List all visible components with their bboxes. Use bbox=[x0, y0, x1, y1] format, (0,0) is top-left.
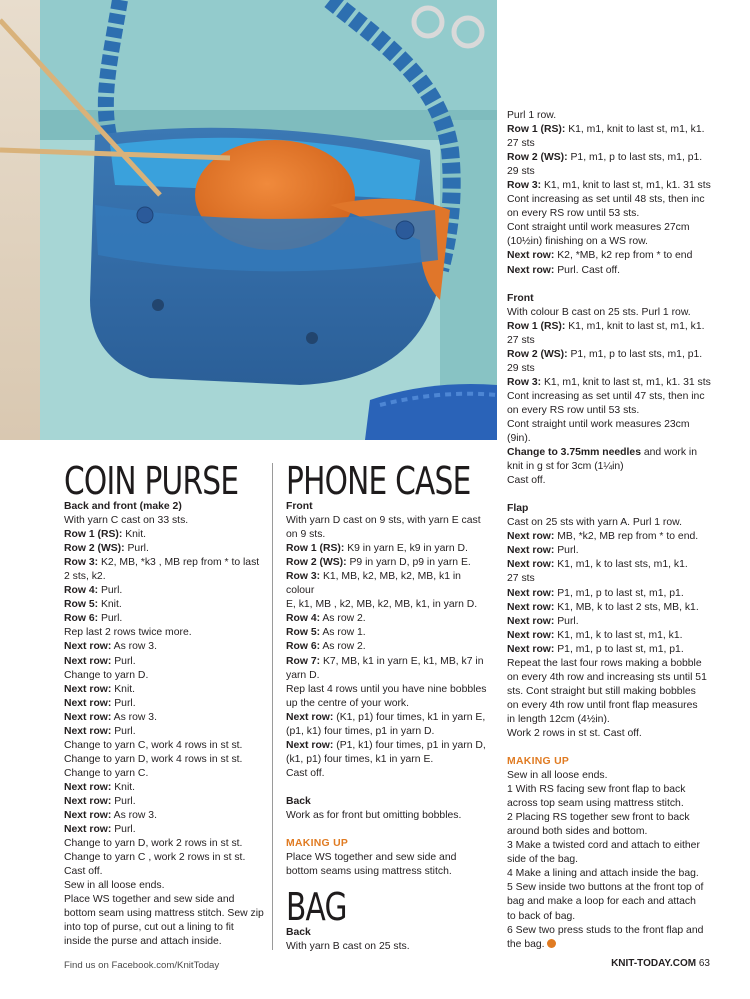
phone-case-making-up-line: Place WS together and sew side and bbox=[286, 852, 457, 864]
phone-case-line bbox=[286, 626, 491, 640]
bag-front-line-text: knit in g st for 3cm (1¼in) bbox=[507, 461, 624, 473]
coin-purse-line bbox=[64, 795, 269, 809]
bag-back-line bbox=[507, 249, 722, 263]
coin-purse-line-label: Next row: bbox=[64, 683, 112, 695]
coin-purse-line bbox=[64, 711, 269, 725]
bag-back-line-text: 29 sts bbox=[507, 166, 535, 178]
bag-making-up-line: 1 With RS facing sew front flap to back bbox=[507, 784, 686, 796]
bag-instructions-column bbox=[507, 109, 722, 952]
phone-case-line-text: on 9 sts. bbox=[286, 529, 326, 541]
coin-purse-line bbox=[64, 626, 269, 640]
bag-flap-line-text: in length 12cm (4½in). bbox=[507, 713, 610, 725]
bag-front-line bbox=[507, 446, 722, 460]
coin-purse-line bbox=[64, 570, 269, 584]
bag-making-up-line: bag and make a loop for each and attach bbox=[507, 896, 696, 908]
bag-title: BAG bbox=[286, 885, 347, 930]
bag-flap-line-text: sts. Cont straight but still making bobbles bbox=[507, 685, 696, 697]
bag-back-line bbox=[507, 221, 722, 235]
bag-front-line bbox=[507, 432, 722, 446]
footer-site-and-page bbox=[611, 958, 710, 969]
phone-case-line bbox=[286, 767, 491, 781]
coin-purse-line bbox=[64, 514, 269, 528]
bag-front-line bbox=[507, 306, 722, 320]
bag-flap-line bbox=[507, 601, 722, 615]
coin-purse-line-label: Row 1 (RS): bbox=[64, 529, 123, 541]
phone-case-line-text: K1, MB, k2, MB, k2, MB, k1 in colour bbox=[286, 571, 461, 597]
phone-case-line-label: Row 5: bbox=[286, 627, 321, 639]
coin-purse-line bbox=[64, 935, 269, 949]
column-divider bbox=[272, 463, 273, 950]
coin-purse-line bbox=[64, 739, 269, 753]
coin-purse-line-text: Purl. bbox=[111, 697, 136, 709]
coin-purse-line-label: Next row: bbox=[64, 824, 112, 836]
coin-purse-title: COIN PURSE bbox=[64, 459, 239, 503]
bag-back-line bbox=[507, 264, 722, 278]
bag-front-line bbox=[507, 474, 722, 488]
coin-purse-line-text: Purl. bbox=[111, 655, 136, 667]
bag-making-up-line: 6 Sew two press studs to the front flap and bbox=[507, 924, 704, 936]
phone-case-instructions bbox=[286, 514, 491, 781]
coin-purse-line-label: Next row: bbox=[64, 711, 112, 723]
coin-purse-line bbox=[64, 837, 269, 851]
coin-purse-instructions bbox=[64, 514, 269, 949]
phone-case-line-text: As row 1. bbox=[320, 627, 366, 639]
coin-purse-line-label: Row 2 (WS): bbox=[64, 543, 125, 555]
bag-flap-heading: Flap bbox=[507, 503, 529, 515]
bag-front-line-text: and work in bbox=[640, 447, 697, 459]
bag-making-up-line: around both sides and bottom. bbox=[507, 826, 648, 838]
bag-back-line-text: (10½in) finishing on a WS row. bbox=[507, 236, 648, 248]
bag-back-line bbox=[507, 123, 722, 137]
coin-purse-line-label: Next row: bbox=[64, 781, 112, 793]
coin-purse-line bbox=[64, 753, 269, 767]
coin-purse-line bbox=[64, 725, 269, 739]
bag-flap-line bbox=[507, 558, 722, 572]
coin-purse-line-text: Purl. bbox=[111, 824, 136, 836]
coin-purse-line bbox=[64, 528, 269, 542]
coin-purse-line-label: Row 3: bbox=[64, 557, 99, 569]
coin-purse-line-text: As row 3. bbox=[111, 711, 157, 723]
bag-back-line-label: Row 2 (WS): bbox=[507, 152, 568, 164]
coin-purse-line-text: As row 3. bbox=[111, 810, 157, 822]
phone-case-line bbox=[286, 669, 491, 683]
phone-case-line-text: (K1, p1) four times, k1 in yarn E, bbox=[333, 711, 486, 723]
bag-flap-line bbox=[507, 671, 722, 685]
bag-back-line-label: Next row: bbox=[507, 264, 555, 276]
bag-back-line-text: K2, *MB, k2 rep from * to end bbox=[554, 250, 693, 262]
phone-case-line bbox=[286, 612, 491, 626]
coin-purse-line-label: Next row: bbox=[64, 795, 112, 807]
bag-first-line: With yarn B cast on 25 sts. bbox=[286, 941, 410, 953]
phone-case-line bbox=[286, 739, 491, 753]
bag-flap-line bbox=[507, 629, 722, 643]
bag-flap-line bbox=[507, 544, 722, 558]
phone-case-line-text: yarn D. bbox=[286, 669, 320, 681]
coin-purse-line-text: Purl. bbox=[98, 585, 123, 597]
coin-purse-line bbox=[64, 781, 269, 795]
bag-making-up-line: side of the bag. bbox=[507, 854, 579, 866]
phone-case-title: PHONE CASE bbox=[286, 459, 471, 503]
phone-case-back-text: Work as for front but omitting bobbles. bbox=[286, 809, 462, 821]
bag-flap-line bbox=[507, 713, 722, 727]
bag-back-line-text: K1, m1, knit to last st, m1, k1. 31 sts bbox=[541, 180, 711, 192]
bag-flap-line-text: Cast on 25 sts with yarn A. Purl 1 row. bbox=[507, 517, 682, 529]
coin-purse-line-label: Next row: bbox=[64, 725, 112, 737]
coin-purse-line-text: Knit. bbox=[111, 781, 136, 793]
coin-purse-line bbox=[64, 683, 269, 697]
phone-case-line bbox=[286, 570, 491, 598]
bag-making-up-instructions bbox=[507, 769, 722, 952]
bag-front-line bbox=[507, 334, 722, 348]
phone-case-line-text: (p1, k1) four times, p1 in yarn D. bbox=[286, 725, 435, 737]
coin-purse-line-label: Next row: bbox=[64, 810, 112, 822]
bag-front-line-text: on every RS row until 53 sts. bbox=[507, 404, 640, 416]
phone-case-line bbox=[286, 640, 491, 654]
bag-flap-line-label: Next row: bbox=[507, 601, 555, 613]
coin-purse-line bbox=[64, 640, 269, 654]
phone-case-line-label: Row 1 (RS): bbox=[286, 543, 345, 555]
bag-flap-line bbox=[507, 685, 722, 699]
coin-purse-line-text: Purl. bbox=[124, 543, 149, 555]
bag-front-instructions bbox=[507, 306, 722, 489]
bag-back-line bbox=[507, 179, 722, 193]
phone-case-line bbox=[286, 598, 491, 612]
bag-flap-instructions bbox=[507, 516, 722, 741]
bag-flap-line bbox=[507, 530, 722, 544]
coin-purse-line bbox=[64, 865, 269, 879]
bag-front-line-text: Cont straight until work measures 23cm bbox=[507, 418, 690, 430]
bag-flap-line bbox=[507, 699, 722, 713]
phone-case-line bbox=[286, 514, 491, 528]
bag-flap-line bbox=[507, 516, 722, 530]
coin-purse-line bbox=[64, 612, 269, 626]
bag-front-line-label: Row 2 (WS): bbox=[507, 348, 568, 360]
phone-case-back-heading: Back bbox=[286, 795, 311, 807]
coin-purse-line-text: With yarn C cast on 33 sts. bbox=[64, 515, 189, 527]
bag-front-line-text: With colour B cast on 25 sts. Purl 1 row. bbox=[507, 306, 691, 318]
coin-purse-line bbox=[64, 907, 269, 921]
phone-case-line-label: Row 2 (WS): bbox=[286, 557, 347, 569]
bag-flap-line bbox=[507, 727, 722, 741]
bag-back-line-text: 27 sts bbox=[507, 138, 535, 150]
bag-back-line bbox=[507, 165, 722, 179]
coin-purse-line-text: Change to yarn C. bbox=[64, 767, 149, 779]
coin-purse-line bbox=[64, 823, 269, 837]
coin-purse-subheading: Back and front (make 2) bbox=[64, 501, 182, 512]
phone-case-line-text: As row 2. bbox=[320, 613, 366, 625]
bag-making-up-line: 5 Sew inside two buttons at the front top of bbox=[507, 882, 704, 894]
bag-flap-line-label: Next row: bbox=[507, 615, 555, 627]
bag-front-line bbox=[507, 320, 722, 334]
phone-case-line-text: K7, MB, k1 in yarn E, k1, MB, k7 in bbox=[320, 655, 484, 667]
bag-flap-line bbox=[507, 615, 722, 629]
coin-purse-line-text: Change to yarn D. bbox=[64, 669, 149, 681]
bag-flap-line-text: Purl. bbox=[554, 545, 579, 557]
bag-front-line-text: P1, m1, p to last sts, m1, p1. bbox=[567, 348, 703, 360]
bag-flap-line-label: Next row: bbox=[507, 545, 555, 557]
bag-flap-line-label: Next row: bbox=[507, 559, 555, 571]
phone-case-line bbox=[286, 725, 491, 739]
coin-purse-line-text: Purl. bbox=[98, 613, 123, 625]
bag-back-line-text: Cont increasing as set until 48 sts, then inc bbox=[507, 194, 705, 206]
bag-back-line-label: Row 3: bbox=[507, 180, 542, 192]
bag-front-line bbox=[507, 418, 722, 432]
bag-front-line bbox=[507, 390, 722, 404]
bag-flap-line-text: 27 sts bbox=[507, 573, 535, 585]
bag-back-line-label: Row 1 (RS): bbox=[507, 124, 566, 136]
knitted-bag-photo-icon bbox=[0, 0, 497, 440]
coin-purse-line bbox=[64, 542, 269, 556]
coin-purse-line-text: Change to yarn D, work 4 rows in st st. bbox=[64, 753, 243, 765]
coin-purse-line-text: bottom seam using mattress stitch. Sew zip bbox=[64, 908, 264, 920]
bag-back-line-label: Next row: bbox=[507, 250, 555, 262]
coin-purse-line bbox=[64, 921, 269, 935]
bag-flap-line-text: Work 2 rows in st st. Cast off. bbox=[507, 727, 642, 739]
bag-front-line-text: Cast off. bbox=[507, 475, 546, 487]
coin-purse-line-label: Next row: bbox=[64, 641, 112, 653]
bag-flap-line-text: K1, m1, k to last sts, m1, k1. bbox=[554, 559, 688, 571]
bag-flap-line-text: K1, MB, k to last 2 sts, MB, k1. bbox=[554, 601, 699, 613]
coin-purse-line-text: Cast off. bbox=[64, 866, 103, 878]
phone-case-line bbox=[286, 683, 491, 697]
bag-flap-line-label: Next row: bbox=[507, 629, 555, 641]
bag-flap-line-text: Repeat the last four rows making a bobble bbox=[507, 657, 702, 669]
bag-making-up-line: to back of bag. bbox=[507, 910, 576, 922]
bag-flap-line-text: Purl. bbox=[554, 615, 579, 627]
bag-front-line-text: K1, m1, knit to last st, m1, k1. 31 sts bbox=[541, 376, 711, 388]
coin-purse-line-text: Place WS together and sew side and bbox=[64, 894, 235, 906]
coin-purse-line bbox=[64, 584, 269, 598]
bag-flap-line-text: on every 4th row and increasing sts until 51 bbox=[507, 671, 707, 683]
coin-purse-line bbox=[64, 655, 269, 669]
bag-front-line bbox=[507, 348, 722, 362]
bag-front-line-label: Change to 3.75mm needles bbox=[507, 447, 641, 459]
bag-flap-line bbox=[507, 657, 722, 671]
bag-back-instructions bbox=[507, 109, 722, 278]
bag-subheading: Back bbox=[286, 927, 311, 939]
phone-case-line-text: As row 2. bbox=[320, 641, 366, 653]
coin-purse-line-text: Rep last 2 rows twice more. bbox=[64, 627, 192, 639]
bag-back-line bbox=[507, 137, 722, 151]
phone-case-line-text: With yarn D cast on 9 sts, with yarn E cast bbox=[286, 515, 481, 527]
bag-front-line-text: K1, m1, knit to last st, m1, k1. bbox=[565, 320, 705, 332]
bag-back-line-text: Purl 1 row. bbox=[507, 110, 557, 121]
bag-front-line bbox=[507, 460, 722, 474]
phone-case-line-text: (P1, k1) four times, p1 in yarn D, bbox=[333, 739, 486, 751]
phone-case-making-up-heading: MAKING UP bbox=[286, 838, 349, 850]
coin-purse-line-text: Change to yarn C, work 4 rows in st st. bbox=[64, 739, 243, 751]
coin-purse-line-text: 2 sts, k2. bbox=[64, 571, 106, 583]
coin-purse-line-label: Next row: bbox=[64, 655, 112, 667]
phone-case-line-label: Next row: bbox=[286, 711, 334, 723]
coin-purse-line-text: Purl. bbox=[111, 725, 136, 737]
phone-case-line bbox=[286, 711, 491, 725]
bag-flap-line-text: P1, m1, p to last st, m1, p1. bbox=[554, 643, 684, 655]
bag-back-line bbox=[507, 207, 722, 221]
phone-case-line bbox=[286, 542, 491, 556]
phone-case-line-text: E, k1, MB , k2, MB, k2, MB, k1, in yarn D. bbox=[286, 599, 478, 611]
bag-flap-line bbox=[507, 587, 722, 601]
coin-purse-line bbox=[64, 767, 269, 781]
bag-back-line bbox=[507, 235, 722, 249]
bag-back-line bbox=[507, 151, 722, 165]
bag-back-line-text: K1, m1, knit to last st, m1, k1. bbox=[565, 124, 705, 136]
bag-making-up-line: 4 Make a lining and attach inside the bag. bbox=[507, 868, 699, 880]
coin-purse-line-label: Next row: bbox=[64, 697, 112, 709]
coin-purse-line-text: Knit. bbox=[122, 529, 146, 541]
phone-case-line-text: up the centre of your work. bbox=[286, 697, 410, 709]
bag-flap-line bbox=[507, 572, 722, 586]
hero-photo bbox=[0, 0, 497, 440]
bag-flap-line bbox=[507, 643, 722, 657]
bag-making-up-line: Sew in all loose ends. bbox=[507, 770, 608, 782]
coin-purse-line bbox=[64, 697, 269, 711]
coin-purse-line bbox=[64, 879, 269, 893]
phone-case-column bbox=[286, 459, 491, 954]
bag-flap-line-label: Next row: bbox=[507, 643, 555, 655]
phone-case-line-label: Next row: bbox=[286, 739, 334, 751]
coin-purse-line-label: Row 5: bbox=[64, 599, 99, 611]
bag-front-heading: Front bbox=[507, 292, 534, 304]
end-of-article-icon bbox=[547, 939, 556, 948]
bag-front-line bbox=[507, 376, 722, 390]
phone-case-making-up-line: bottom seams using mattress stitch. bbox=[286, 866, 452, 878]
phone-case-line-label: Row 4: bbox=[286, 613, 321, 625]
coin-purse-line-text: Sew in all loose ends. bbox=[64, 880, 165, 892]
bag-front-line-label: Row 1 (RS): bbox=[507, 320, 566, 332]
bag-back-line-text: Cont straight until work measures 27cm bbox=[507, 222, 690, 234]
page-number: 63 bbox=[698, 958, 710, 969]
bag-front-line-text: 27 sts bbox=[507, 334, 535, 346]
coin-purse-column bbox=[64, 459, 269, 950]
bag-back-line-text: Purl. Cast off. bbox=[554, 264, 620, 276]
phone-case-line-label: Row 6: bbox=[286, 641, 321, 653]
bag-flap-line-text: MB, *k2, MB rep from * to end. bbox=[554, 531, 699, 543]
coin-purse-line bbox=[64, 669, 269, 683]
coin-purse-line-text: Purl. bbox=[111, 795, 136, 807]
footer-facebook-link[interactable]: Find us on Facebook.com/KnitToday bbox=[64, 960, 220, 971]
bag-front-line-text: 29 sts bbox=[507, 362, 535, 374]
bag-making-up-line: 2 Placing RS together sew front to back bbox=[507, 812, 690, 824]
phone-case-line bbox=[286, 697, 491, 711]
bag-front-line-text: Cont increasing as set until 47 sts, then inc bbox=[507, 390, 705, 402]
coin-purse-line bbox=[64, 556, 269, 570]
coin-purse-line bbox=[64, 598, 269, 612]
bag-making-up-heading: MAKING UP bbox=[507, 756, 570, 768]
phone-case-line-label: Row 3: bbox=[286, 571, 321, 583]
coin-purse-line-text: Knit. bbox=[98, 599, 122, 611]
bag-flap-line-text: on every 4th row until front flap measures bbox=[507, 699, 698, 711]
phone-case-line-text: Cast off. bbox=[286, 767, 325, 779]
phone-case-subheading: Front bbox=[286, 501, 313, 512]
bag-back-line bbox=[507, 109, 722, 123]
bag-back-line bbox=[507, 193, 722, 207]
bag-flap-line-label: Next row: bbox=[507, 587, 555, 599]
bag-making-up-line: the bag. bbox=[507, 938, 722, 952]
coin-purse-line bbox=[64, 893, 269, 907]
coin-purse-line-text: into top of purse, cut out a lining to fit bbox=[64, 922, 234, 934]
coin-purse-line bbox=[64, 809, 269, 823]
phone-case-line-text: Rep last 4 rows until you have nine bobbles bbox=[286, 683, 487, 695]
footer-brand[interactable]: KNIT-TODAY.COM bbox=[611, 958, 697, 969]
coin-purse-line-text: As row 3. bbox=[111, 641, 157, 653]
phone-case-line-text: K9 in yarn E, k9 in yarn D. bbox=[344, 543, 468, 555]
bag-front-line bbox=[507, 362, 722, 376]
phone-case-line-text: (k1, p1) four times, k1 in yarn E. bbox=[286, 753, 434, 765]
coin-purse-line-text: inside the purse and attach inside. bbox=[64, 936, 222, 948]
bag-back-line-text: P1, m1, p to last sts, m1, p1. bbox=[567, 152, 703, 164]
bag-front-line bbox=[507, 404, 722, 418]
phone-case-line bbox=[286, 753, 491, 767]
phone-case-line-label: Row 7: bbox=[286, 655, 321, 667]
phone-case-line bbox=[286, 556, 491, 570]
coin-purse-line-label: Row 4: bbox=[64, 585, 99, 597]
coin-purse-line-text: K2, MB, *k3 , MB rep from * to last bbox=[98, 557, 260, 569]
bag-front-line-text: (9in). bbox=[507, 433, 531, 445]
coin-purse-line-text: Knit. bbox=[111, 683, 136, 695]
bag-flap-line-text: K1, m1, k to last st, m1, k1. bbox=[554, 629, 683, 641]
coin-purse-line-text: Change to yarn C , work 2 rows in st st. bbox=[64, 852, 246, 864]
phone-case-line bbox=[286, 528, 491, 542]
phone-case-line bbox=[286, 655, 491, 669]
bag-back-line-text: on every RS row until 53 sts. bbox=[507, 208, 640, 220]
coin-purse-line-label: Row 6: bbox=[64, 613, 99, 625]
phone-case-line-text: P9 in yarn D, p9 in yarn E. bbox=[346, 557, 471, 569]
bag-front-line-label: Row 3: bbox=[507, 376, 542, 388]
coin-purse-line bbox=[64, 851, 269, 865]
bag-flap-line-text: P1, m1, p to last st, m1, p1. bbox=[554, 587, 684, 599]
bag-making-up-line: 3 Make a twisted cord and attach to either bbox=[507, 840, 700, 852]
bag-flap-line-label: Next row: bbox=[507, 531, 555, 543]
bag-making-up-line: across top seam using mattress stitch. bbox=[507, 798, 684, 810]
coin-purse-line-text: Change to yarn D, work 2 rows in st st. bbox=[64, 838, 243, 850]
